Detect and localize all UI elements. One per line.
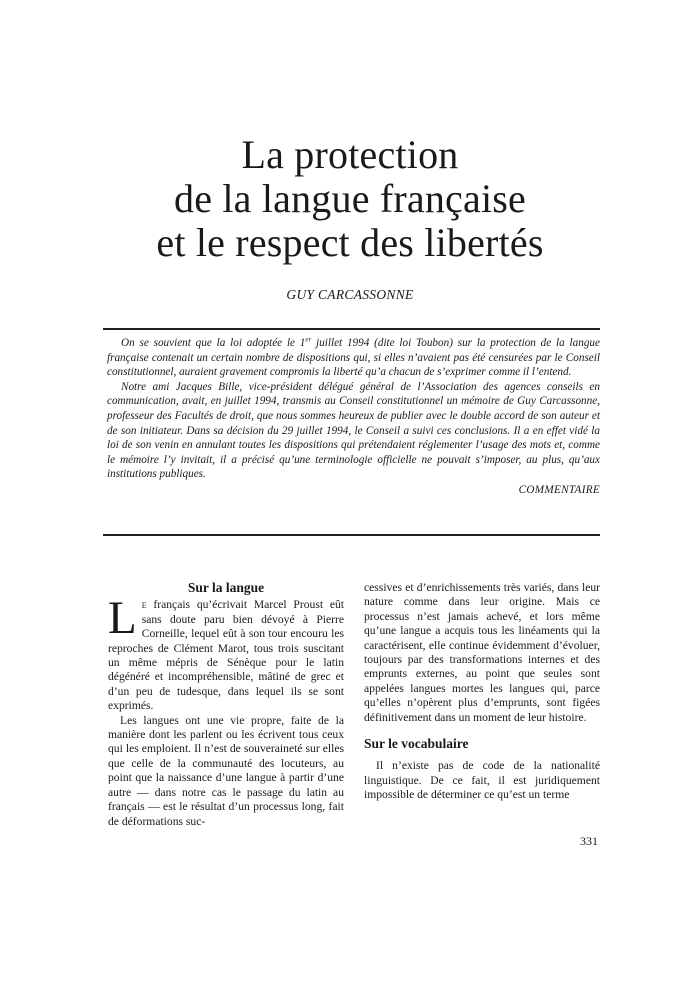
title-line-3: et le respect des libertés <box>156 220 544 265</box>
section-heading-langue: Sur la langue <box>187 580 265 595</box>
body-paragraph: cessives et d’enrichissements très variés, dans leur nature comme dans leur origine. Mais ce processus n’est jamais achevé, et lors même qu’une langue a acquis tous les linéaments qui la caractérisent, elle continue évidemment d’évoluer, toujours par des transformations internes et des emprunts externes, au point que seules sont appelées langues mortes les langues qui, parce qu’elles n’opèrent plus d’emprunts, sont figées définitivement dans un moment de leur histoire. <box>364 581 600 724</box>
abstract-paragraph-2: Notre ami Jacques Bille, vice-président délégué général de l’Association des agences conseils en communication, avait, en juillet 1994, transmis au Conseil constitutionnel un mémoire de Guy Carcassonne, professeur des Facultés de droit, que nous sommes heureux de publier avec le double accord de son auteur et de son initiateur. Dans sa décision du 29 juillet 1994, le Conseil a suivi ces conclusions. Il a en effet vidé la loi de son venin en annulant toutes les dispositions qui prétendaient réglementer l’usage des mots et, comme le mémoire l’y invitait, il a précisé qu’une terminologie officielle ne pouvait s’imposer, au plus, qu’aux institutions publiques. <box>107 380 600 481</box>
author-name: GUY CARCASSONNE <box>286 287 414 302</box>
title-line-1: La protection <box>241 132 459 177</box>
body-paragraph: Le français qu’écrivait Marcel Proust eût sans doute paru bien dévoyé à Pierre Corneille, lequel eût à son tour encouru les reproches de Clément Marot, tous trois suscitant un même mépris de Sénèque pour le latin dégénéré et incompréhensible, mâtiné de grec et d’un peu de tudesque, dans lequel ils se sont exprimés. <box>108 592 344 713</box>
title-line-2: de la langue française <box>174 176 526 221</box>
body-paragraph: Il n’existe pas de code de la nationalité linguistique. De ce fait, il est juridiquement impossible de déterminer ce qu’est un terme <box>364 759 600 802</box>
right-column <box>364 581 600 803</box>
left-column <box>108 581 344 829</box>
article-title <box>0 133 700 265</box>
abstract-top-rule <box>103 328 600 330</box>
abstract-box <box>107 336 600 498</box>
abstract-bottom-rule <box>103 534 600 536</box>
body-paragraph: Les langues ont une vie propre, faite de la manière dont les parlent ou les écrivent tous ceux qui les emploient. Il n’est de souveraineté sur elles que celle de la communauté des locuteurs, au point que la naissance d’une langue à partir d’une autre — dans notre cas le passage du latin au français — est le résultat d’un processus long, fait de déformations suc- <box>108 713 344 828</box>
drop-cap: L <box>108 592 137 645</box>
abstract-paragraph-1: On se souvient que la loi adoptée le 1er juillet 1994 (dite loi Toubon) sur la protection de la langue française contenait un certain nombre de dispositions qui, si elles n’avaient pas été censurées par le Conseil constitutionnel, auraient gravement compromis la liberté qu’a chacun de s’exprimer comme il l’entend. <box>107 335 600 379</box>
page-number: 331 <box>580 834 598 848</box>
section-heading-vocabulaire: Sur le vocabulaire <box>364 736 469 752</box>
rubric-label: COMMENTAIRE <box>518 483 600 496</box>
